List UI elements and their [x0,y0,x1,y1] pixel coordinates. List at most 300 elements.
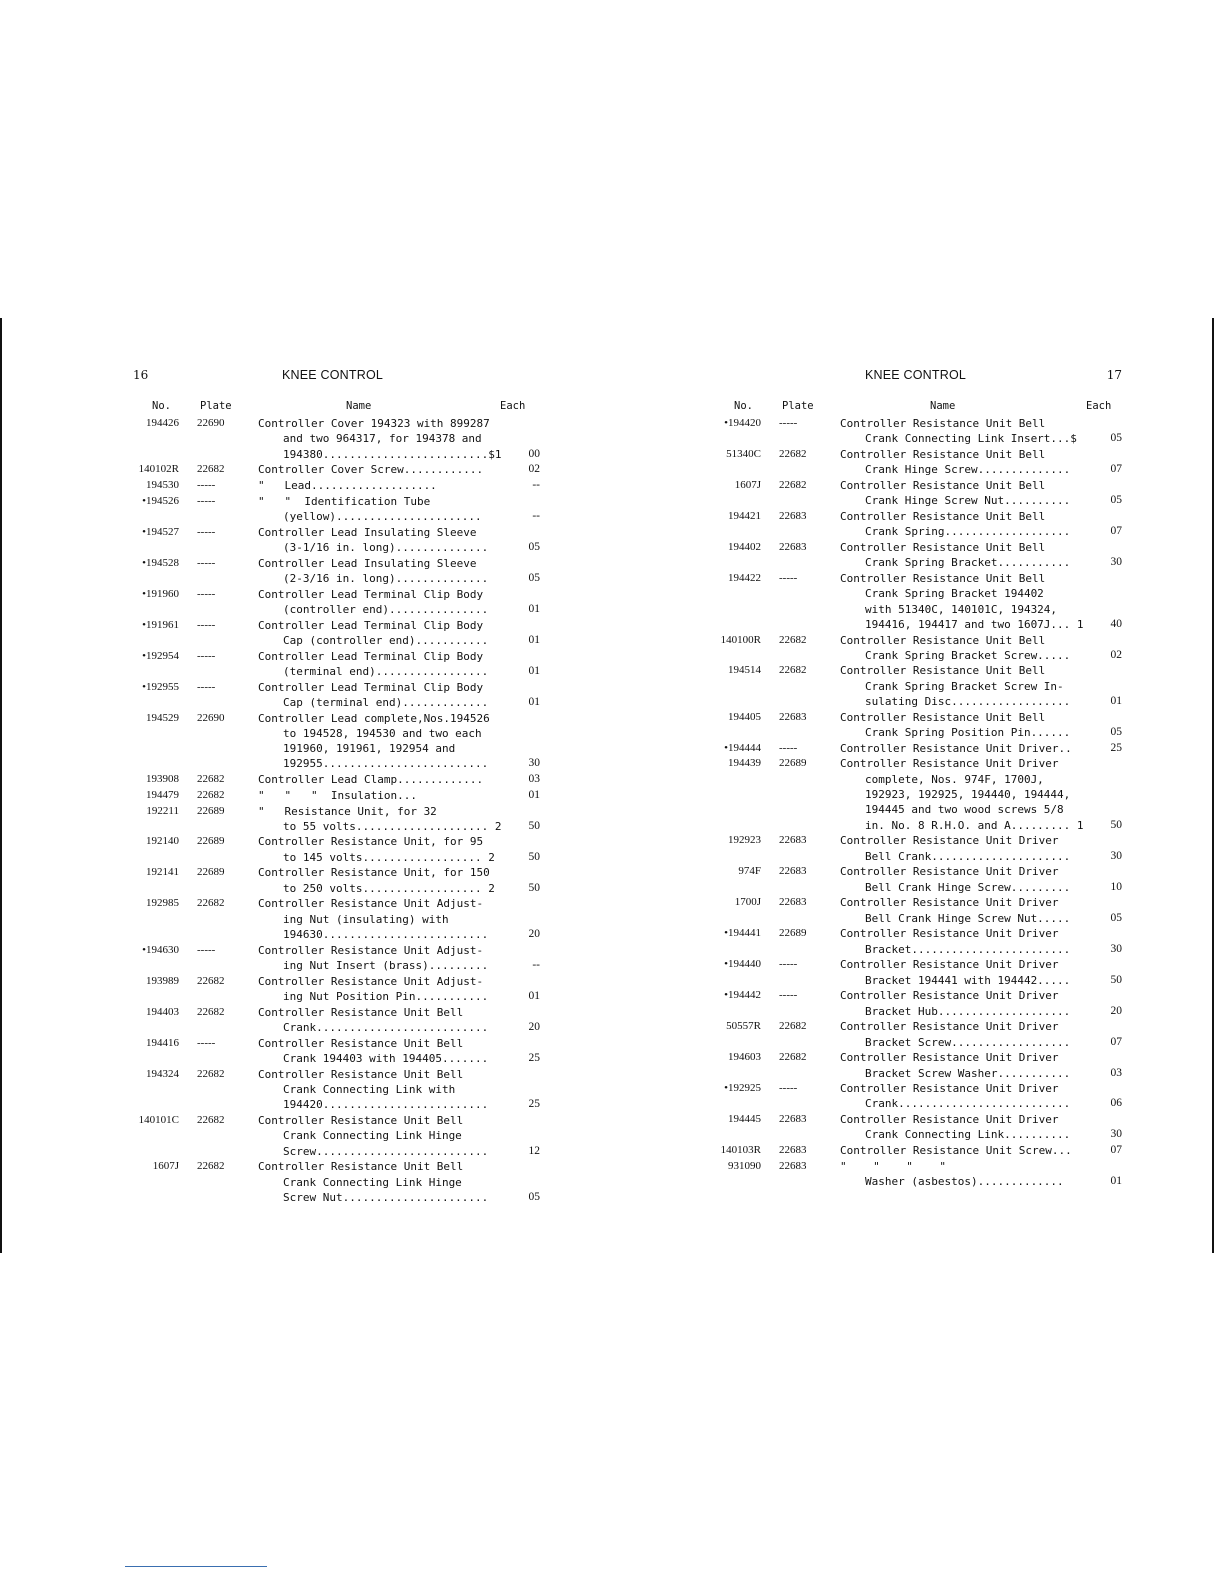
part-name [258,525,494,556]
part-row [712,633,1122,664]
plate-number: 22683 [779,1144,807,1157]
part-number: •192955 [142,680,179,693]
page-number: 17 [1106,368,1122,382]
part-name-line: Controller Resistance Unit Bell [258,1067,464,1081]
part-number: 974F [738,865,761,878]
part-name-line: Crank Connecting Link Hinge [283,1175,462,1189]
part-name-line: (2-3/16 in. long).............. [283,571,489,585]
part-name-line: Controller Lead Terminal Clip Body [258,649,484,663]
part-name [840,633,1076,664]
plate-number: ----- [197,556,216,569]
price-each: 01 [528,602,540,615]
part-name-line: Bracket Screw.................. [865,1035,1071,1049]
part-number: 140103R [720,1144,761,1157]
plate-number: 22682 [197,1067,225,1080]
part-name [840,1112,1076,1143]
part-row [712,833,1122,864]
price-each: 02 [1110,648,1122,661]
part-name-line: " Resistance Unit, for 32 [258,804,437,818]
plate-number: ----- [197,478,216,491]
price-each: 01 [528,990,540,1003]
price-each: 25 [528,1098,540,1111]
part-row [130,462,540,477]
part-row [130,865,540,896]
part-name-line: Controller Resistance Unit Bell [840,509,1046,523]
part-name-line: Controller Resistance Unit Driver [840,1082,1059,1096]
part-name-line: (controller end)............... [283,602,489,616]
price-each: 30 [528,757,540,770]
part-name-line: Controller Resistance Unit Driver [840,834,1059,848]
part-name [840,1159,1076,1190]
part-number: •194528 [142,556,179,569]
part-number: •194630 [142,943,179,956]
part-name [258,834,494,865]
part-row [712,540,1122,571]
page-right [712,366,1122,1190]
part-number: 192923 [728,834,761,847]
plate-number: 22683 [779,896,807,909]
plate-number: ----- [197,649,216,662]
part-number: 194445 [728,1113,761,1126]
part-row [712,756,1122,832]
col-header-name: Name [930,400,956,412]
part-name [840,571,1084,632]
part-name [258,788,494,803]
price-each: 05 [528,1190,540,1203]
part-name-line: Crank Connecting Link Hinge [283,1129,462,1143]
part-row [130,556,540,587]
part-name-line: Controller Resistance Unit Driver.. [840,741,1072,755]
part-number: •194527 [142,525,179,538]
part-name-line: Controller Resistance Unit Driver [840,1113,1059,1127]
plate-number: ----- [197,1036,216,1049]
part-row [130,618,540,649]
part-row [130,1113,540,1159]
part-name-line: Controller Lead complete,Nos.194526 [258,711,490,725]
page-title: KNEE CONTROL [282,368,384,382]
part-name-line: 192923, 192925, 194440, 194444, [865,788,1071,802]
price-each: -- [532,509,540,522]
part-number: •194526 [142,494,179,507]
page-left [130,366,540,1206]
part-name-line: Crank Spring Bracket 194402 [865,587,1044,601]
price-each: 05 [1110,726,1122,739]
price-each: -- [532,959,540,972]
part-name-line: Crank Connecting Link with [283,1082,456,1096]
part-name-line: Controller Resistance Unit Bell [258,1005,464,1019]
part-name-line: sulating Disc.................. [865,695,1071,709]
part-row [712,1019,1122,1050]
plate-number: 22682 [197,897,225,910]
part-row [712,957,1122,988]
part-name-line: (3-1/16 in. long).............. [283,540,489,554]
part-name-line: Controller Lead Terminal Clip Body [258,680,484,694]
part-name-line: Controller Cover Screw............ [258,463,484,477]
price-each: 07 [1110,1035,1122,1048]
part-name-line: Controller Resistance Unit Driver [840,896,1059,910]
plate-number: 22683 [779,509,807,522]
part-name-line: ing Nut (insulating) with [283,912,449,926]
part-name-line: 194416, 194417 and two 1607J... 1 [865,617,1084,631]
plate-number: 22682 [197,1005,225,1018]
part-name-line: in. No. 8 R.H.O. and A......... 1 [865,818,1084,832]
part-name-line: Crank Spring Bracket Screw In- [865,679,1064,693]
part-row [130,478,540,493]
part-name [840,926,1076,957]
footer-rule [125,1566,267,1567]
part-number: 194421 [728,509,761,522]
part-name-line: to 55 volts.................... 2 [283,819,502,833]
price-each: 50 [528,850,540,863]
part-name-line: Controller Resistance Unit Bell [840,664,1046,678]
part-name [258,1159,494,1205]
part-name-line: " " " Insulation... [258,788,417,802]
part-name [840,864,1076,895]
plate-number: 22682 [197,1113,225,1126]
price-each: 12 [528,1144,540,1157]
part-name-line: Controller Lead Terminal Clip Body [258,587,484,601]
part-name-line: Controller Resistance Unit Bell [840,478,1046,492]
part-name-line: Cap (terminal end)............. [283,695,489,709]
part-row [712,1143,1122,1158]
price-each: 03 [528,773,540,786]
part-name [258,462,494,477]
part-name-line: Controller Resistance Unit, for 95 [258,835,484,849]
part-row [130,943,540,974]
part-number: 194403 [146,1005,179,1018]
part-name-line: to 194528, 194530 and two each [283,726,482,740]
part-number: •192925 [724,1082,761,1095]
part-name-line: Crank Spring Position Pin...... [865,726,1071,740]
part-name [258,1005,494,1036]
part-name-line: Controller Resistance Unit Bell [258,1113,464,1127]
plate-number: 22689 [197,804,225,817]
price-each: 01 [528,633,540,646]
part-name [258,1067,494,1113]
price-each: 07 [1110,463,1122,476]
part-name [258,649,494,680]
part-number: 194479 [146,788,179,801]
part-row [712,895,1122,926]
price-each: 00 [528,447,540,460]
part-name-line: Cap (controller end)........... [283,633,489,647]
part-name-line: Controller Resistance Unit Bell [840,633,1046,647]
part-name-line: Crank Hinge Screw.............. [865,463,1071,477]
part-number: 931090 [728,1159,761,1172]
part-number: 1607J [734,478,761,491]
part-name [258,865,494,896]
price-each: -- [532,478,540,491]
part-name-line: Screw.......................... [283,1144,489,1158]
plate-number: ----- [779,958,798,971]
part-name [840,540,1076,571]
part-name-line: 191960, 191961, 192954 and [283,742,456,756]
price-each: 25 [528,1051,540,1064]
part-name [840,710,1076,741]
part-row [130,587,540,618]
part-name-line: to 250 volts.................. 2 [283,881,495,895]
plate-number: 22682 [779,633,807,646]
part-row [130,494,540,525]
part-name [840,1143,1076,1158]
part-name-line: Controller Resistance Unit Driver [840,989,1059,1003]
part-name [258,1036,494,1067]
part-name-line: Controller Resistance Unit Driver [840,927,1059,941]
price-each: 20 [1110,1004,1122,1017]
part-number: 194514 [728,664,761,677]
price-each: 10 [1110,880,1122,893]
price-each: 05 [1110,494,1122,507]
part-name-line: Crank Spring................... [865,525,1071,539]
price-each: 05 [1110,911,1122,924]
part-name [258,494,494,525]
part-number: •192954 [142,649,179,662]
plate-number: 22682 [197,463,225,476]
plate-number: 22682 [779,478,807,491]
part-name-line: Controller Resistance Unit Driver [840,865,1059,879]
price-each: 20 [528,1021,540,1033]
part-name-line: Controller Lead Insulating Sleeve [258,525,477,539]
part-number: 50557R [726,1020,761,1033]
part-name-line: Controller Lead Insulating Sleeve [258,556,477,570]
part-name-line: Crank.......................... [283,1021,489,1034]
part-number: 194530 [146,478,179,491]
part-name [258,556,494,587]
column-headers [130,400,540,416]
part-number: 1700J [734,896,761,909]
part-number: 140101C [138,1113,179,1126]
part-name-line: and two 964317, for 194378 and [283,432,482,446]
part-name-line: Controller Resistance Unit Screw... [840,1144,1072,1158]
plate-number: 22689 [779,927,807,940]
part-number: •194444 [724,741,761,754]
plate-number: 22689 [197,866,225,879]
part-number: 51340C [726,447,761,460]
part-number: 194416 [146,1036,179,1049]
part-name-line: Crank Connecting Link Insert...$ [865,432,1077,446]
part-name-line: 194380.........................$1 [283,447,502,461]
part-name-line: Controller Resistance Unit Bell [258,1036,464,1050]
plate-number: 22689 [779,757,807,770]
part-number: 194422 [728,571,761,584]
part-name-line: Controller Lead Clamp............. [258,773,484,787]
plate-number: 22682 [197,1160,225,1173]
part-name-line: Bell Crank Hinge Screw......... [865,880,1071,894]
part-name-line: Controller Resistance Unit Adjust- [258,897,484,911]
part-name [840,957,1076,988]
part-name-line: Crank 194403 with 194405....... [283,1051,489,1065]
part-name [840,741,1076,756]
price-each: 02 [528,463,540,476]
part-number: 194603 [728,1051,761,1064]
price-each: 07 [1110,1144,1122,1157]
part-number: 140102R [138,463,179,476]
part-name [258,618,494,649]
plate-number: ----- [197,587,216,600]
part-name-line: Controller Resistance Unit Driver [840,1051,1059,1065]
part-name [840,478,1076,509]
part-name-line: Controller Resistance Unit Driver [840,958,1059,972]
price-each: 50 [528,881,540,894]
price-each: 30 [1110,849,1122,862]
plate-number: ----- [779,571,798,584]
part-number: 194405 [728,710,761,723]
part-row [130,974,540,1005]
plate-number: ----- [197,943,216,956]
part-row [712,710,1122,741]
part-row [712,741,1122,756]
part-number: •194420 [724,417,761,429]
plate-number: 22682 [197,773,225,786]
part-name-line: Controller Resistance Unit Bell [840,540,1046,554]
part-name-line: Controller Resistance Unit Bell [840,417,1046,430]
price-each: 30 [1110,942,1122,955]
plate-number: ----- [779,741,798,754]
part-number: •194440 [724,958,761,971]
price-each: 30 [1110,556,1122,569]
part-row [130,1005,540,1036]
part-row [130,711,540,772]
part-number: 194426 [146,417,179,429]
price-each: 01 [528,788,540,801]
price-each: 40 [1110,617,1122,630]
part-number: 192211 [146,804,179,817]
part-row [130,1036,540,1067]
price-each: 50 [1110,818,1122,831]
plate-number: ----- [197,494,216,507]
plate-number: ----- [779,989,798,1002]
part-name-line: Crank Hinge Screw Nut.......... [865,494,1071,508]
part-row [712,1081,1122,1112]
part-name-line: with 51340C, 140101C, 194324, [865,602,1058,616]
part-name-line: (yellow)...................... [283,509,482,523]
part-name [840,1050,1076,1081]
part-row [130,804,540,835]
part-row [712,1050,1122,1081]
part-name-line: Controller Resistance Unit Bell [840,710,1046,724]
plate-number: 22682 [197,974,225,987]
part-number: 193908 [146,773,179,786]
part-name [258,680,494,711]
plate-number: 22683 [779,865,807,878]
part-row [712,447,1122,478]
part-name-line: Screw Nut...................... [283,1190,489,1204]
part-name-line: 192955......................... [283,757,489,771]
parts-list [130,416,540,1205]
price-each: 01 [528,695,540,708]
price-each: 03 [1110,1066,1122,1079]
col-header-each: Each [1086,400,1112,412]
part-row [712,571,1122,632]
part-name [840,663,1076,709]
part-name-line: Washer (asbestos)............. [865,1175,1064,1189]
price-each: 01 [1110,1175,1122,1188]
part-number: 192141 [146,866,179,879]
part-row [712,509,1122,540]
plate-number: 22689 [197,835,225,848]
part-row [712,1159,1122,1190]
scan-edge-left [0,318,2,1253]
price-each: 25 [1110,741,1122,754]
price-each: 50 [1110,973,1122,986]
part-name-line: Crank.......................... [865,1097,1071,1111]
part-name [258,804,502,835]
plate-number: ----- [197,525,216,538]
part-name-line: Controller Lead Terminal Clip Body [258,618,484,632]
part-name [258,416,502,462]
part-number: 192140 [146,835,179,848]
part-number: •191960 [142,587,179,600]
price-each: 07 [1110,525,1122,538]
col-header-no: No. [152,400,171,412]
price-each: 01 [528,664,540,677]
scan-edge-right [1212,318,1214,1253]
part-row [130,896,540,942]
part-number: 193989 [146,974,179,987]
part-name [840,1081,1076,1112]
price-each: 05 [1110,432,1122,445]
part-row [130,834,540,865]
col-header-plate: Plate [200,400,232,412]
part-name-line: Controller Resistance Unit Driver [840,1020,1059,1034]
plate-number: 22690 [197,711,225,724]
part-number: 194324 [146,1067,179,1080]
price-each: 05 [528,540,540,553]
plate-number: 22683 [779,710,807,723]
plate-number: ----- [779,1082,798,1095]
plate-number: 22683 [779,1159,807,1172]
plate-number: 22682 [779,664,807,677]
plate-number: 22690 [197,417,225,429]
part-name-line: 194630......................... [283,928,489,942]
price-each: 20 [528,928,540,941]
part-row [130,680,540,711]
parts-list [712,416,1122,1189]
plate-number: 22682 [779,1020,807,1033]
part-name-line: Bracket Screw Washer........... [865,1066,1071,1080]
part-row [130,772,540,787]
part-name-line: " " Identification Tube [258,494,431,508]
part-name [258,711,494,772]
part-number: 140100R [720,633,761,646]
part-name [840,833,1076,864]
plate-number: 22683 [779,834,807,847]
column-headers [712,400,1122,416]
plate-number: 22682 [779,447,807,460]
part-number: 192985 [146,897,179,910]
part-name-line: Controller Resistance Unit Bell [840,571,1046,585]
page-title: KNEE CONTROL [865,368,967,382]
part-row [712,416,1122,447]
part-name-line: " " " " [840,1159,946,1173]
part-row [712,478,1122,509]
part-name [840,895,1076,926]
part-row [712,926,1122,957]
part-name [840,447,1076,478]
part-number: •194442 [724,989,761,1002]
part-number: •194441 [724,927,761,940]
plate-number: 22683 [779,540,807,553]
page-header [712,366,1122,386]
part-row [130,416,540,462]
part-row [712,864,1122,895]
plate-number: 22682 [197,788,225,801]
part-name-line: ing Nut Position Pin........... [283,990,489,1004]
part-name-line: complete, Nos. 974F, 1700J, [865,772,1044,786]
part-name-line: Bell Crank..................... [865,849,1071,863]
part-name [258,1113,494,1159]
part-name-line: Controller Resistance Unit Adjust- [258,974,484,988]
